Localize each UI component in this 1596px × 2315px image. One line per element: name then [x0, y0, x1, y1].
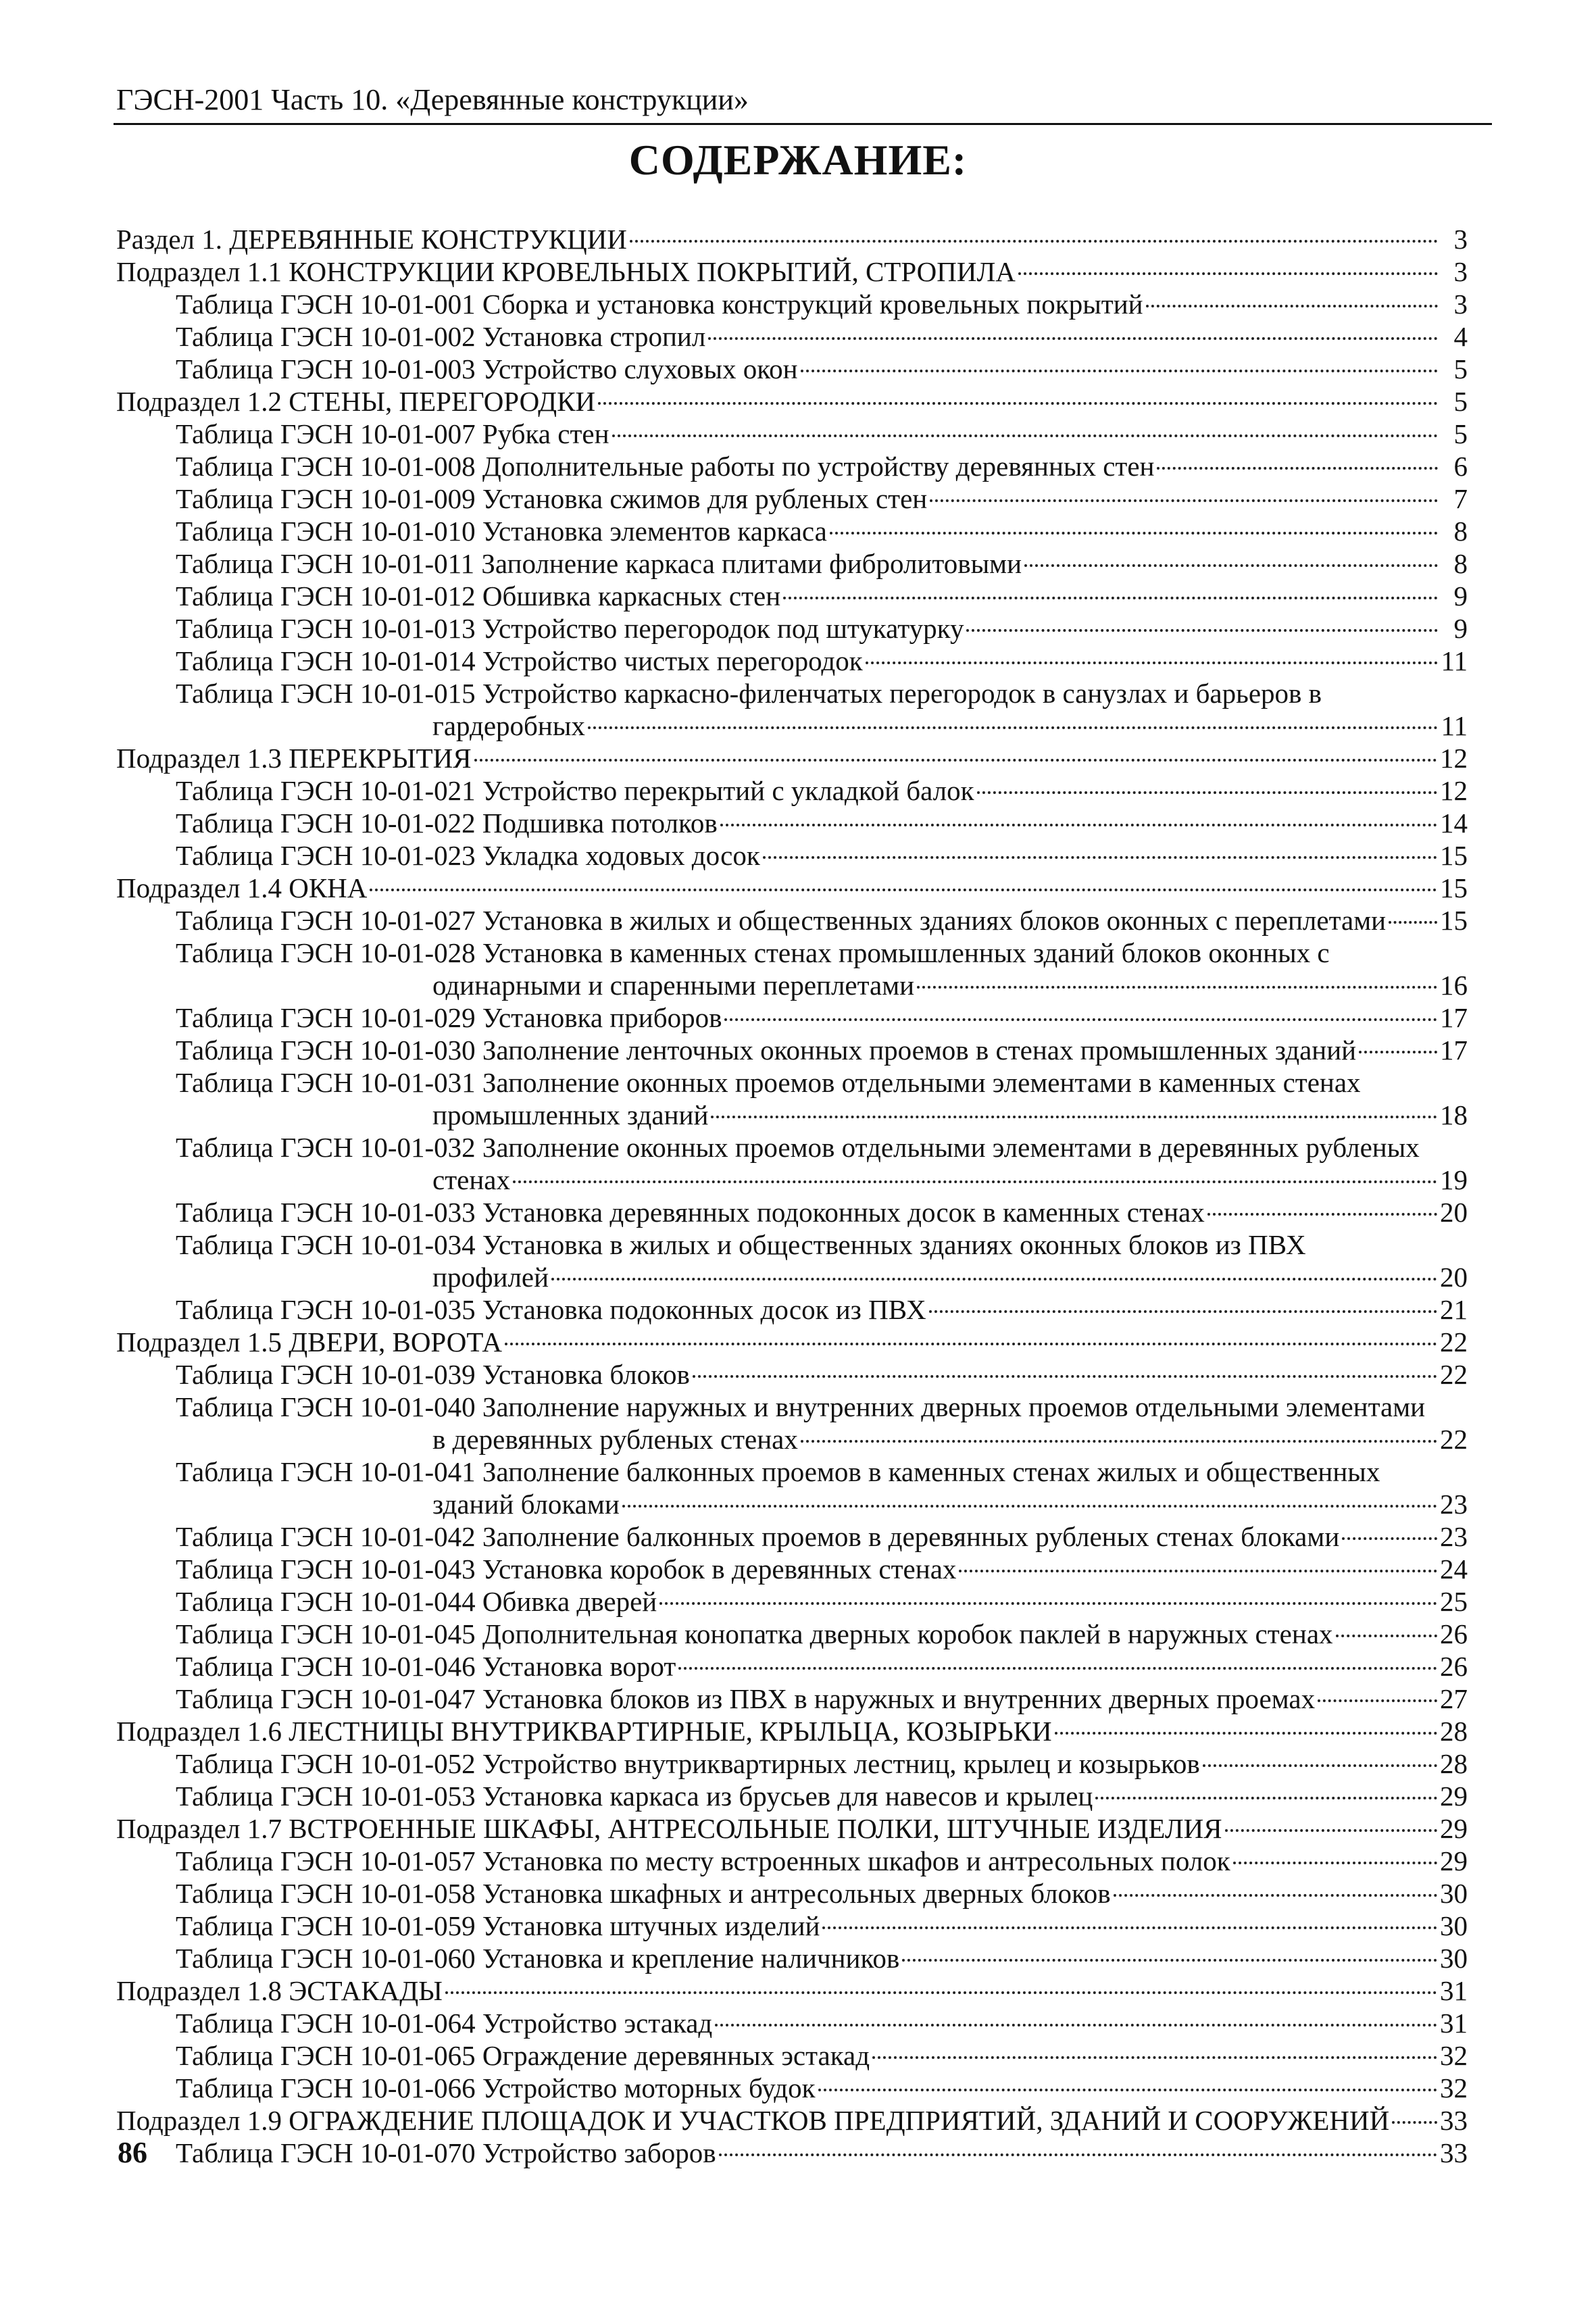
toc-table-entry [176, 2072, 1468, 2104]
toc-entry-title-continuation: в деревянных рубленых стенах [432, 1424, 798, 1455]
dot-leader [720, 824, 1437, 826]
toc-entry-title: Таблица ГЭСН 10-01-065 Ограждение деревянных эстакад [176, 2040, 870, 2071]
dot-leader [929, 1310, 1437, 1313]
toc-entry-title: Таблица ГЭСН 10-01-008 Дополнительные работы по устройству деревянных стен [176, 451, 1155, 482]
toc-entry-title-continuation: одинарными и спаренными переплетами [432, 970, 915, 1001]
toc-section-entry [116, 2104, 1468, 2137]
toc-entry-title: Таблица ГЭСН 10-01-044 Обивка дверей [176, 1586, 657, 1617]
toc-section-entry [116, 1812, 1468, 1845]
toc-page-number: 5 [1453, 386, 1468, 417]
toc-table-entry [176, 320, 1468, 353]
dot-leader [966, 629, 1438, 632]
toc-table-entry [176, 612, 1468, 645]
toc-table-entry [176, 937, 1468, 1001]
toc-entry-title: Таблица ГЭСН 10-01-060 Установка и крепление наличников [176, 1943, 900, 1974]
dot-leader [513, 1180, 1437, 1183]
toc-entry-title: Таблица ГЭСН 10-01-064 Устройство эстакад [176, 2008, 713, 2039]
toc-page-number: 17 [1440, 1002, 1468, 1033]
toc-table-entry [176, 1034, 1468, 1066]
toc-table-entry [176, 1942, 1468, 1974]
toc-page-number: 3 [1453, 256, 1468, 287]
toc-entry-title: Таблица ГЭСН 10-01-041 Заполнение балконных проемов в каменных стенах жилых и общественных [176, 1456, 1380, 1487]
toc-entry-title: Таблица ГЭСН 10-01-035 Установка подоконных досок из ПВХ [176, 1294, 926, 1325]
toc-entry-title: Таблица ГЭСН 10-01-039 Установка блоков [176, 1359, 690, 1390]
toc-table-entry [176, 1618, 1468, 1650]
toc-table-entry [176, 1001, 1468, 1034]
toc-table-entry [176, 482, 1468, 515]
toc-page-number: 32 [1440, 2040, 1468, 2071]
toc-entry-title: Таблица ГЭСН 10-01-047 Установка блоков из ПВХ в наружных и внутренних дверных проемах [176, 1683, 1316, 1714]
toc-page-number: 8 [1453, 516, 1468, 547]
toc-table-entry [176, 1391, 1468, 1455]
toc-section-entry [116, 872, 1468, 904]
toc-page-number: 16 [1440, 970, 1468, 1001]
dot-leader [598, 402, 1438, 405]
toc-entry-title: Таблица ГЭСН 10-01-032 Заполнение оконных проемов отдельными элементами в деревянных рубленых [176, 1132, 1420, 1163]
toc-entry-title: Подраздел 1.8 ЭСТАКАДЫ [116, 1975, 443, 2006]
toc-page-number: 28 [1440, 1716, 1468, 1747]
toc-page-number: 9 [1453, 580, 1468, 612]
toc-table-entry [176, 1910, 1468, 1942]
dot-leader [1318, 1699, 1437, 1702]
toc-page-number: 28 [1440, 1748, 1468, 1779]
toc-entry-title: Подраздел 1.1 КОНСТРУКЦИИ КРОВЕЛЬНЫХ ПОКРЫТИЙ, СТРОПИЛА [116, 256, 1016, 287]
toc-entry-title: Подраздел 1.9 ОГРАЖДЕНИЕ ПЛОЩАДОК И УЧАСТКОВ ПРЕДПРИЯТИЙ, ЗДАНИЙ И СООРУЖЕНИЙ [116, 2105, 1390, 2136]
toc-table-entry [176, 515, 1468, 547]
toc-page-number: 26 [1440, 1651, 1468, 1682]
dot-leader [630, 240, 1438, 243]
toc-table-entry [176, 1650, 1468, 1683]
toc-page-number: 20 [1440, 1262, 1468, 1293]
dot-leader [1336, 1635, 1437, 1637]
toc-entry-title: Таблица ГЭСН 10-01-059 Установка штучных изделий [176, 1910, 820, 1941]
dot-leader [1207, 1213, 1437, 1216]
toc-entry-title: Таблица ГЭСН 10-01-007 Рубка стен [176, 418, 609, 449]
toc-table-entry [176, 580, 1468, 612]
toc-table-entry [176, 807, 1468, 839]
toc-entry-title-continuation: профилей [432, 1262, 549, 1293]
dot-leader [1233, 1862, 1437, 1864]
toc-entry-title: Таблица ГЭСН 10-01-058 Установка шкафных и антресольных дверных блоков [176, 1878, 1111, 1909]
dot-leader [801, 370, 1438, 372]
dot-leader [822, 1926, 1437, 1929]
toc-table-entry [176, 288, 1468, 320]
toc-page-number: 7 [1453, 483, 1468, 514]
toc-entry-title: Таблица ГЭСН 10-01-001 Сборка и установка конструкций кровельных покрытий [176, 289, 1143, 320]
toc-entry-title: Таблица ГЭСН 10-01-046 Установка ворот [176, 1651, 676, 1682]
toc-page-number: 29 [1440, 1781, 1468, 1812]
toc-table-entry [176, 1228, 1468, 1293]
dot-leader [719, 2154, 1437, 2156]
toc-page-number: 21 [1440, 1294, 1468, 1325]
dot-leader [724, 1018, 1437, 1021]
toc-entry-title: Раздел 1. ДЕРЕВЯННЫЕ КОНСТРУКЦИИ [116, 224, 627, 255]
dot-leader [678, 1667, 1437, 1670]
toc-entry-title: Таблица ГЭСН 10-01-031 Заполнение оконных проемов отдельными элементами в каменных стенах [176, 1067, 1361, 1098]
toc-page-number: 22 [1440, 1424, 1468, 1455]
dot-leader [708, 337, 1438, 340]
toc-entry-title: Подраздел 1.4 ОКНА [116, 872, 368, 903]
toc-section-entry [116, 255, 1468, 288]
toc-page-number: 12 [1440, 775, 1468, 806]
toc-page-number: 15 [1440, 840, 1468, 871]
toc-page-number: 31 [1440, 2008, 1468, 2039]
toc-entry-title: Таблица ГЭСН 10-01-070 Устройство заборов [176, 2137, 716, 2168]
toc-section-entry [116, 1715, 1468, 1747]
toc-entry-title: Таблица ГЭСН 10-01-013 Устройство перегородок под штукатурку [176, 613, 964, 644]
toc-table-entry [176, 774, 1468, 807]
toc-entry-title: Таблица ГЭСН 10-01-027 Установка в жилых и общественных зданиях блоков оконных с переплетами [176, 905, 1387, 936]
dot-leader [711, 1116, 1437, 1118]
toc-table-entry [176, 1553, 1468, 1585]
toc-table-entry [176, 1066, 1468, 1131]
toc-page-number: 9 [1453, 613, 1468, 644]
toc-entry-title-continuation: стенах [432, 1164, 510, 1195]
toc-page-number: 4 [1453, 321, 1468, 352]
running-header: ГЭСН-2001 Часть 10. «Деревянные конструкции» [116, 83, 749, 116]
toc-table-entry [176, 1747, 1468, 1780]
toc-page-number: 5 [1453, 353, 1468, 384]
toc-entry-title: Таблица ГЭСН 10-01-022 Подшивка потолков [176, 807, 718, 839]
dot-leader [715, 2024, 1437, 2026]
dot-leader [1157, 467, 1438, 470]
toc-entry-title: Таблица ГЭСН 10-01-009 Установка сжимов для рубленых стен [176, 483, 928, 514]
header-rule [114, 123, 1492, 125]
toc-page-number: 18 [1440, 1099, 1468, 1130]
dot-leader [474, 759, 1437, 762]
dot-leader [1203, 1764, 1437, 1767]
toc-table-entry [176, 418, 1468, 450]
toc-section-entry [116, 1974, 1468, 2007]
toc-entry-title: Таблица ГЭСН 10-01-015 Устройство каркасно-филенчатых перегородок в санузлах и барьеров в [176, 678, 1322, 709]
toc-page-number: 29 [1440, 1813, 1468, 1844]
toc-page-number: 17 [1440, 1035, 1468, 1066]
dot-leader [445, 1991, 1437, 1994]
toc-table-entry [176, 1845, 1468, 1877]
toc-table-entry [176, 1131, 1468, 1196]
dot-leader [763, 856, 1437, 859]
page-number: 86 [118, 2136, 147, 2169]
toc-page-number: 25 [1440, 1586, 1468, 1617]
dot-leader [1389, 921, 1437, 924]
toc-entry-title: Таблица ГЭСН 10-01-053 Установка каркаса из брусьев для навесов и крылец [176, 1781, 1093, 1812]
toc-entry-title: Таблица ГЭСН 10-01-010 Установка элементов каркаса [176, 516, 827, 547]
dot-leader [818, 2089, 1437, 2091]
dot-leader [1392, 2121, 1437, 2124]
toc-table-entry [176, 1877, 1468, 1910]
page-title: СОДЕРЖАНИЕ: [628, 136, 968, 184]
toc-page-number: 6 [1453, 451, 1468, 482]
dot-leader [1055, 1732, 1437, 1735]
toc-entry-title: Таблица ГЭСН 10-01-003 Устройство слуховых окон [176, 353, 798, 384]
toc-page-number: 23 [1440, 1521, 1468, 1552]
toc-table-entry [176, 547, 1468, 580]
toc-page-number: 14 [1440, 807, 1468, 839]
toc-entry-title: Таблица ГЭСН 10-01-002 Установка стропил [176, 321, 706, 352]
dot-leader [959, 1570, 1437, 1572]
toc-table-entry [176, 2039, 1468, 2072]
toc-entry-title: Таблица ГЭСН 10-01-042 Заполнение балконных проемов в деревянных рубленых стенах блоками [176, 1521, 1340, 1552]
toc-entry-title: Таблица ГЭСН 10-01-021 Устройство перекрытий с укладкой балок [176, 775, 974, 806]
toc-page-number: 32 [1440, 2072, 1468, 2104]
toc-table-entry [176, 1358, 1468, 1391]
dot-leader [1095, 1797, 1437, 1799]
toc-entry-title: Подраздел 1.6 ЛЕСТНИЦЫ ВНУТРИКВАРТИРНЫЕ, КРЫЛЬЦА, КОЗЫРЬКИ [116, 1716, 1052, 1747]
toc-entry-title: Таблица ГЭСН 10-01-033 Установка деревянных подоконных досок в каменных стенах [176, 1197, 1205, 1228]
toc-page-number: 8 [1453, 548, 1468, 579]
toc-entry-title: Подраздел 1.5 ДВЕРИ, ВОРОТА [116, 1326, 502, 1358]
toc-page-number: 22 [1440, 1359, 1468, 1390]
toc-table-entry [176, 1196, 1468, 1228]
dot-leader [872, 2056, 1437, 2059]
toc-page-number: 30 [1440, 1943, 1468, 1974]
toc-page-number: 29 [1440, 1845, 1468, 1876]
toc-entry-title: Таблица ГЭСН 10-01-023 Укладка ходовых досок [176, 840, 760, 871]
toc-entry-title: Подраздел 1.7 ВСТРОЕННЫЕ ШКАФЫ, АНТРЕСОЛЬНЫЕ ПОЛКИ, ШТУЧНЫЕ ИЗДЕЛИЯ [116, 1813, 1222, 1844]
toc-entry-title: Таблица ГЭСН 10-01-028 Установка в каменных стенах промышленных зданий блоков оконных с [176, 937, 1330, 968]
toc-table-entry [176, 2137, 1468, 2169]
dot-leader [551, 1278, 1437, 1280]
toc-table-entry [176, 1683, 1468, 1715]
toc-page-number: 30 [1440, 1878, 1468, 1909]
toc-page-number: 22 [1440, 1326, 1468, 1358]
dot-leader [1018, 272, 1438, 275]
toc-entry-title: Таблица ГЭСН 10-01-029 Установка приборов [176, 1002, 722, 1033]
dot-leader [1359, 1051, 1437, 1053]
dot-leader [588, 726, 1438, 729]
toc-section-entry [116, 385, 1468, 418]
toc-page-number: 15 [1440, 905, 1468, 936]
toc-page-number: 30 [1440, 1910, 1468, 1941]
table-of-contents [116, 223, 1468, 2169]
dot-leader [917, 986, 1437, 989]
toc-page-number: 19 [1440, 1164, 1468, 1195]
toc-page-number: 5 [1453, 418, 1468, 449]
dot-leader [1146, 305, 1438, 307]
dot-leader [622, 1505, 1437, 1508]
toc-entry-title: Таблица ГЭСН 10-01-012 Обшивка каркасных стен [176, 580, 781, 612]
toc-entry-title: Таблица ГЭСН 10-01-011 Заполнение каркаса плитами фибролитовыми [176, 548, 1022, 579]
toc-entry-title: Таблица ГЭСН 10-01-014 Устройство чистых перегородок [176, 645, 863, 676]
toc-entry-title: Подраздел 1.3 ПЕРЕКРЫТИЯ [116, 743, 472, 774]
toc-page-number: 27 [1440, 1683, 1468, 1714]
dot-leader [801, 1440, 1437, 1443]
dot-leader [902, 1959, 1437, 1962]
toc-table-entry [176, 677, 1468, 742]
toc-table-entry [176, 839, 1468, 872]
toc-page-number: 11 [1441, 645, 1468, 676]
toc-page-number: 33 [1440, 2137, 1468, 2168]
toc-entry-title: Таблица ГЭСН 10-01-045 Дополнительная конопатка дверных коробок паклей в наружных стенах [176, 1618, 1333, 1649]
toc-section-entry [116, 1326, 1468, 1358]
toc-table-entry [176, 645, 1468, 677]
dot-leader [505, 1343, 1437, 1345]
toc-table-entry [176, 1455, 1468, 1520]
dot-leader [830, 532, 1438, 534]
toc-table-entry [176, 1585, 1468, 1618]
toc-page-number: 11 [1441, 710, 1468, 741]
toc-entry-title: Таблица ГЭСН 10-01-057 Установка по месту встроенных шкафов и антресольных полок [176, 1845, 1230, 1876]
toc-table-entry [176, 1780, 1468, 1812]
dot-leader [866, 662, 1438, 664]
toc-entry-title-continuation: зданий блоками [432, 1489, 620, 1520]
toc-table-entry [176, 2007, 1468, 2039]
toc-entry-title: Подраздел 1.2 СТЕНЫ, ПЕРЕГОРОДКИ [116, 386, 596, 417]
toc-table-entry [176, 450, 1468, 482]
toc-table-entry [176, 1520, 1468, 1553]
toc-page-number: 31 [1440, 1975, 1468, 2006]
toc-section-entry [116, 742, 1468, 774]
toc-table-entry [176, 353, 1468, 385]
dot-leader [1024, 564, 1438, 567]
toc-entry-title-continuation: гардеробных [432, 710, 585, 741]
toc-entry-title-continuation: промышленных зданий [432, 1099, 709, 1130]
dot-leader [783, 597, 1438, 599]
dot-leader [1342, 1537, 1437, 1540]
toc-page-number: 23 [1440, 1489, 1468, 1520]
toc-table-entry [176, 1293, 1468, 1326]
dot-leader [1225, 1829, 1437, 1832]
toc-page-number: 24 [1440, 1553, 1468, 1585]
toc-page-number: 20 [1440, 1197, 1468, 1228]
toc-entry-title: Таблица ГЭСН 10-01-043 Установка коробок в деревянных стенах [176, 1553, 957, 1585]
toc-page-number: 33 [1440, 2105, 1468, 2136]
toc-page-number: 3 [1453, 224, 1468, 255]
dot-leader [1114, 1894, 1437, 1897]
dot-leader [930, 499, 1438, 502]
dot-leader [659, 1602, 1437, 1605]
toc-page-number: 26 [1440, 1618, 1468, 1649]
toc-entry-title: Таблица ГЭСН 10-01-030 Заполнение ленточных оконных проемов в стенах промышленных зданий [176, 1035, 1357, 1066]
toc-page-number: 12 [1440, 743, 1468, 774]
dot-leader [370, 889, 1437, 891]
toc-table-entry [176, 904, 1468, 937]
toc-section-entry [116, 223, 1468, 255]
toc-page-number: 3 [1453, 289, 1468, 320]
toc-entry-title: Таблица ГЭСН 10-01-034 Установка в жилых и общественных зданиях оконных блоков из ПВХ [176, 1229, 1306, 1260]
toc-entry-title: Таблица ГЭСН 10-01-040 Заполнение наружных и внутренних дверных проемов отдельными элементами [176, 1391, 1426, 1422]
toc-page-number: 15 [1440, 872, 1468, 903]
toc-entry-title: Таблица ГЭСН 10-01-052 Устройство внутриквартирных лестниц, крылец и козырьков [176, 1748, 1200, 1779]
dot-leader [977, 791, 1437, 794]
toc-entry-title: Таблица ГЭСН 10-01-066 Устройство моторных будок [176, 2072, 816, 2104]
dot-leader [612, 434, 1438, 437]
dot-leader [693, 1375, 1437, 1378]
